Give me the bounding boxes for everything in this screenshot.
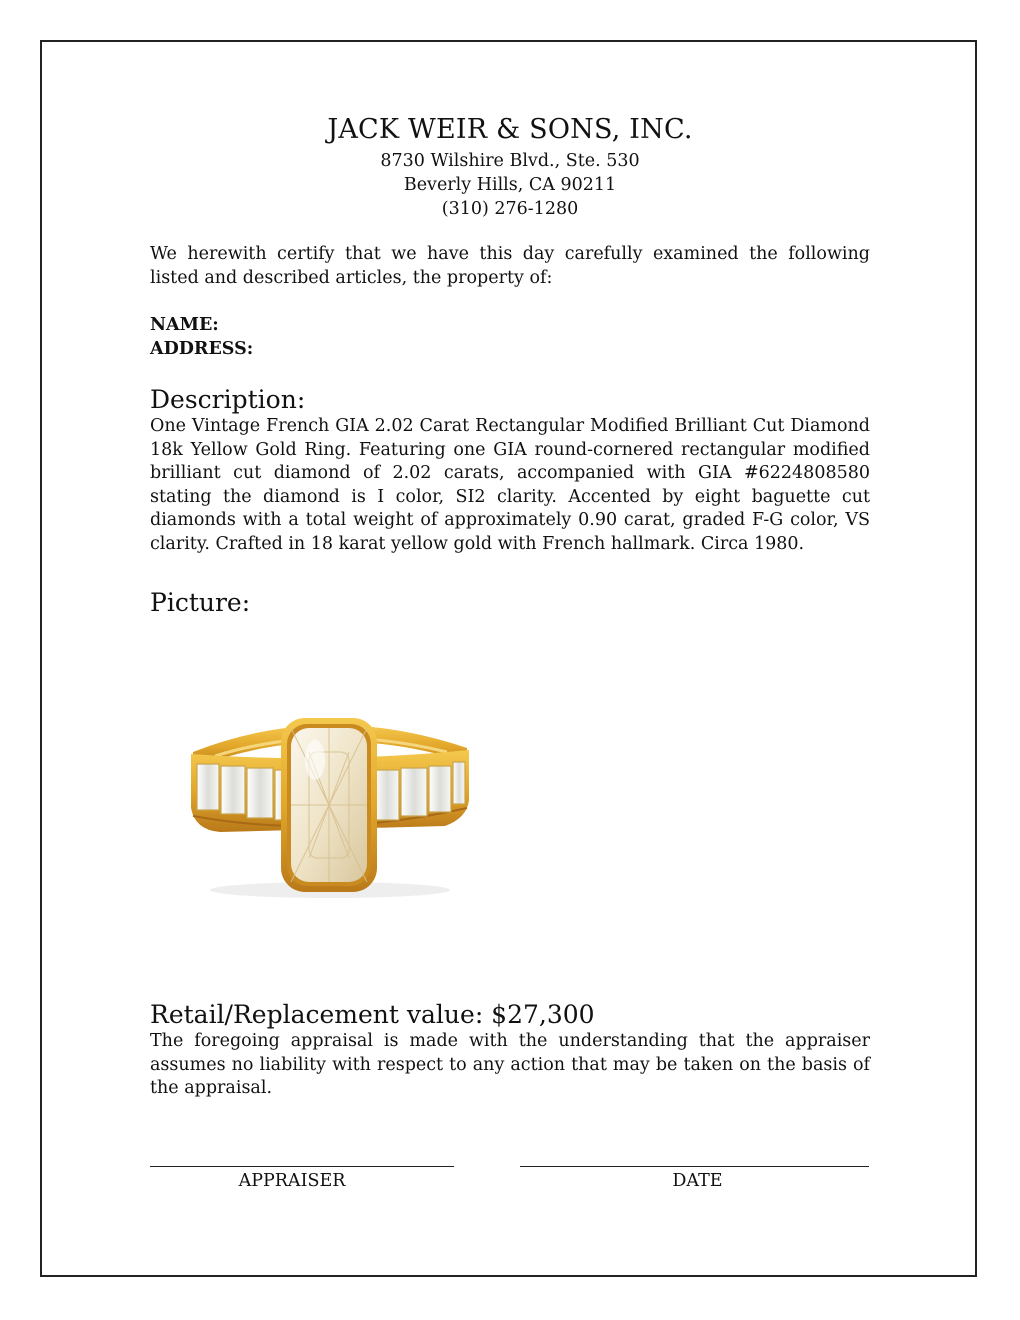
liability-disclaimer: The foregoing appraisal is made with the understanding that the appraiser assumes no liability with respect to any action that may be taken on the basis of the appraisal. bbox=[150, 1031, 870, 1098]
company-street-address: 8730 Wilshire Blvd., Ste. 530 bbox=[380, 151, 640, 171]
company-city-address: Beverly Hills, CA 90211 bbox=[403, 175, 617, 195]
certification-intro: We herewith certify that we have this day carefully examined the following listed and described articles, the property of: bbox=[150, 244, 870, 288]
company-phone: (310) 276-1280 bbox=[441, 199, 579, 219]
owner-address-label: ADDRESS: bbox=[150, 339, 254, 359]
appraiser-signature-line bbox=[150, 1166, 454, 1167]
date-label: DATE bbox=[672, 1171, 723, 1191]
appraiser-label: APPRAISER bbox=[238, 1171, 346, 1191]
company-name: JACK WEIR & SONS, INC. bbox=[327, 114, 693, 145]
description-text: One Vintage French GIA 2.02 Carat Rectangular Modified Brilliant Cut Diamond 18k Yellow Gold Ring. Featuring one GIA round-cornered rectangular modified brilliant cut diamond of 2.02 carats, accompanied with GIA #6224808580 stating the diamond is I color, SI2 clarity. Accented by eight baguette cut diamonds with a total weight of approximately 0.90 carat, graded F-G color, VS clarity. Crafted in 18 karat yellow gold with French hallmark. Circa 1980. bbox=[150, 416, 870, 554]
retail-replacement-value: Retail/Replacement value: $27,300 bbox=[150, 1000, 595, 1029]
picture-heading: Picture: bbox=[150, 588, 251, 617]
date-signature-line bbox=[520, 1166, 869, 1167]
diamond-ring-photo bbox=[175, 690, 485, 900]
description-heading: Description: bbox=[150, 385, 306, 414]
owner-name-label: NAME: bbox=[150, 315, 219, 335]
